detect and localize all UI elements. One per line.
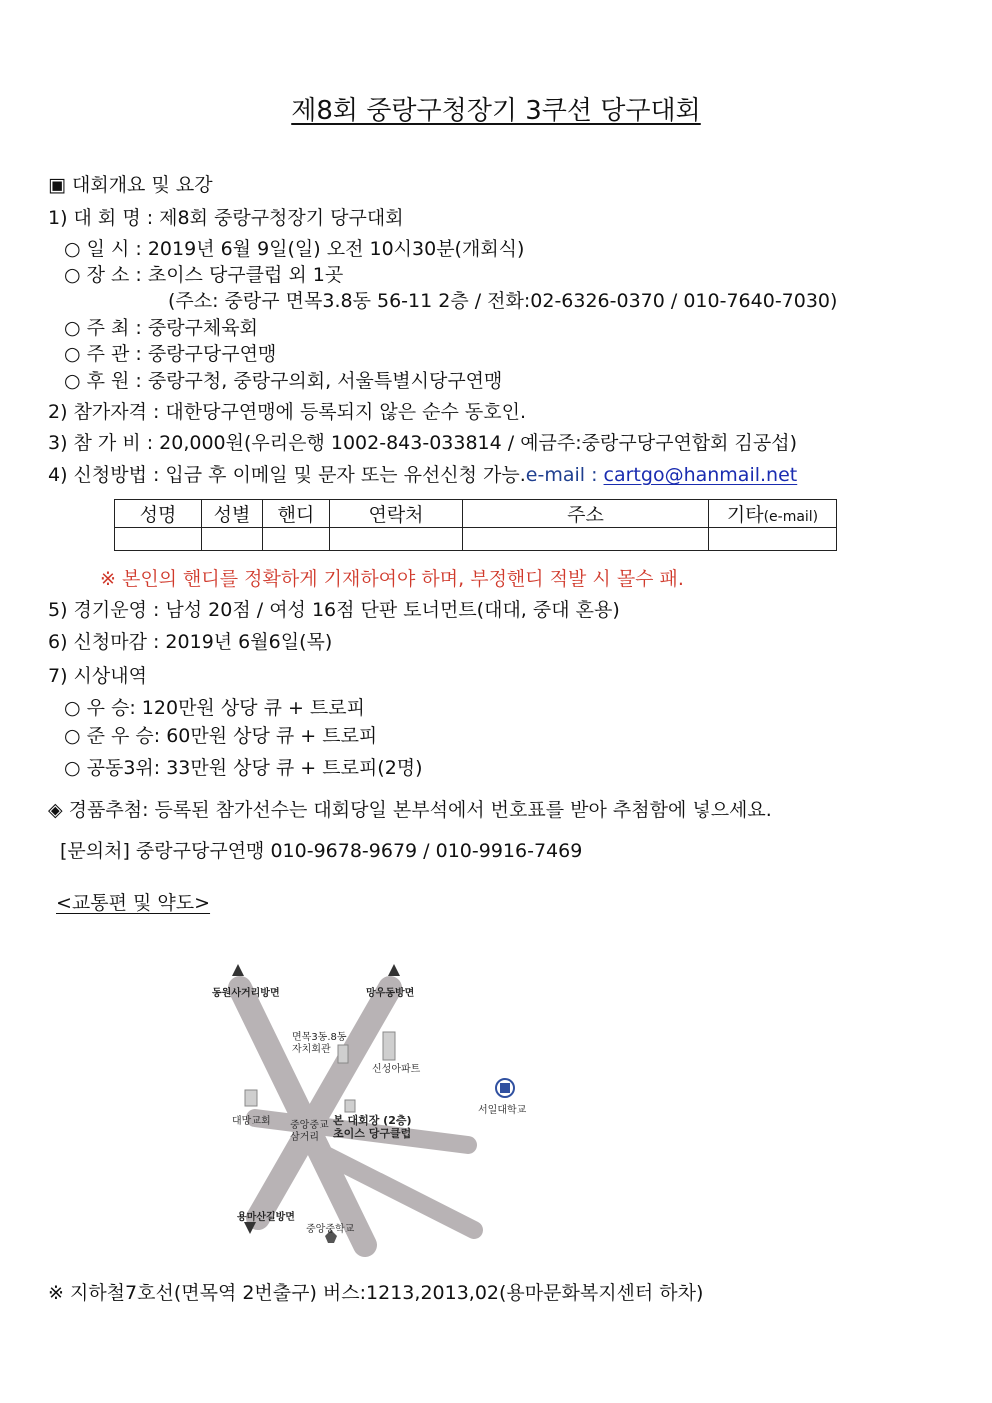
- map-label-office-2: 자치회관: [292, 1044, 331, 1055]
- map-heading: <교통편 및 약도>: [56, 892, 211, 914]
- building-icon: [338, 1045, 348, 1063]
- map-label-venue-1: 본 대회장 (2층): [333, 1114, 412, 1127]
- map-label-yongma: 용마산길방면: [237, 1212, 295, 1223]
- email-label: e-mail :: [525, 464, 604, 486]
- map-label-jungang-school: 중앙중학교: [306, 1224, 355, 1235]
- col-handicap: 핸디: [263, 500, 330, 528]
- map-label-sinseong: 신성아파트: [372, 1064, 421, 1075]
- item-address: (주소: 중랑구 면목3.8동 56-11 2층 / 전화:02-6326-0370 / 010-7640-7030): [168, 290, 838, 312]
- map-label-office-1: 면목3동.8동: [292, 1032, 347, 1043]
- email-link[interactable]: cartgo@hanmail.net: [603, 464, 798, 486]
- map-label-dongwon: 동원사거리방면: [212, 988, 280, 999]
- item-fee: 3) 참 가 비 : 20,000원(우리은행 1002-843-033814 / 예금주:중랑구당구연합회 김공섭): [48, 432, 798, 454]
- section-header: ▣ 대회개요 및 요강: [48, 174, 213, 196]
- item-format: 5) 경기운영 : 남성 20점 / 여성 16점 단판 토너먼트(대대, 중대 혼용): [48, 599, 620, 621]
- university-logo-icon-inner: [500, 1083, 510, 1093]
- map-label-mangu: 망우동방면: [366, 988, 415, 999]
- prize-third: ○ 공동3위: 33만원 상당 큐 + 트로피(2명): [64, 757, 423, 779]
- col-name: 성명: [115, 500, 202, 528]
- col-contact: 연락처: [330, 500, 463, 528]
- item-deadline: 6) 신청마감 : 2019년 6월6일(목): [48, 631, 333, 653]
- prizes-header: 7) 시상내역: [48, 665, 147, 687]
- map-label-jungang-1: 중앙중교: [290, 1120, 329, 1131]
- building-icon: [383, 1032, 395, 1060]
- map-label-seoil: 서일대학교: [478, 1105, 527, 1116]
- map-label-venue-2: 초이스 당구클럽: [333, 1127, 412, 1140]
- transport-info: ※ 지하철7호선(면목역 2번출구) 버스:1213,2013,02(용마문화복지센터 하차): [48, 1282, 704, 1304]
- handicap-warning: ※ 본인의 핸디를 정확하게 기재하여야 하며, 부정핸디 적발 시 몰수 패.: [100, 568, 684, 590]
- col-address: 주소: [463, 500, 709, 528]
- map-label-jungang-2: 삼거리: [290, 1132, 319, 1143]
- item-name: 1) 대 회 명 : 제8회 중랑구청장기 당구대회: [48, 207, 404, 229]
- item-venue: ○ 장 소 : 초이스 당구클럽 외 1곳: [64, 264, 344, 286]
- item-host: ○ 주 최 : 중랑구체육회: [64, 317, 258, 339]
- item-date: ○ 일 시 : 2019년 6월 9일(일) 오전 10시30분(개회식): [64, 238, 525, 260]
- apply-text: 4) 신청방법 : 입금 후 이메일 및 문자 또는 유선신청 가능.: [48, 464, 526, 486]
- page-title: 제8회 중랑구청장기 3쿠션 당구대회: [291, 96, 701, 126]
- lottery-note: ◈ 경품추첨: 등록된 참가선수는 대회당일 본부석에서 번호표를 받아 추첨함에 넣으세요.: [48, 799, 772, 821]
- prize-second: ○ 준 우 승: 60만원 상당 큐 + 트로피: [64, 725, 378, 747]
- col-etc-suffix: (e-mail): [763, 509, 819, 525]
- item-sponsor: ○ 후 원 : 중랑구청, 중랑구의회, 서울특별시당구연맹: [64, 370, 503, 392]
- building-icon: [245, 1090, 257, 1106]
- item-eligibility: 2) 참가자격 : 대한당구연맹에 등록되지 않은 순수 동호인.: [48, 401, 527, 423]
- map-label-daemang: 대망교회: [232, 1116, 271, 1127]
- col-gender: 성별: [202, 500, 263, 528]
- prize-first: ○ 우 승: 120만원 상당 큐 + 트로피: [64, 697, 365, 719]
- building-icon: [345, 1100, 355, 1112]
- item-organizer: ○ 주 관 : 중랑구당구연맹: [64, 343, 277, 365]
- arrow-up-icon: [388, 964, 400, 976]
- contact-info: [문의처] 중랑구당구연맹 010-9678-9679 / 010-9916-7469: [60, 840, 583, 862]
- col-etc-label: 기타: [726, 504, 764, 526]
- arrow-up-icon: [232, 964, 244, 976]
